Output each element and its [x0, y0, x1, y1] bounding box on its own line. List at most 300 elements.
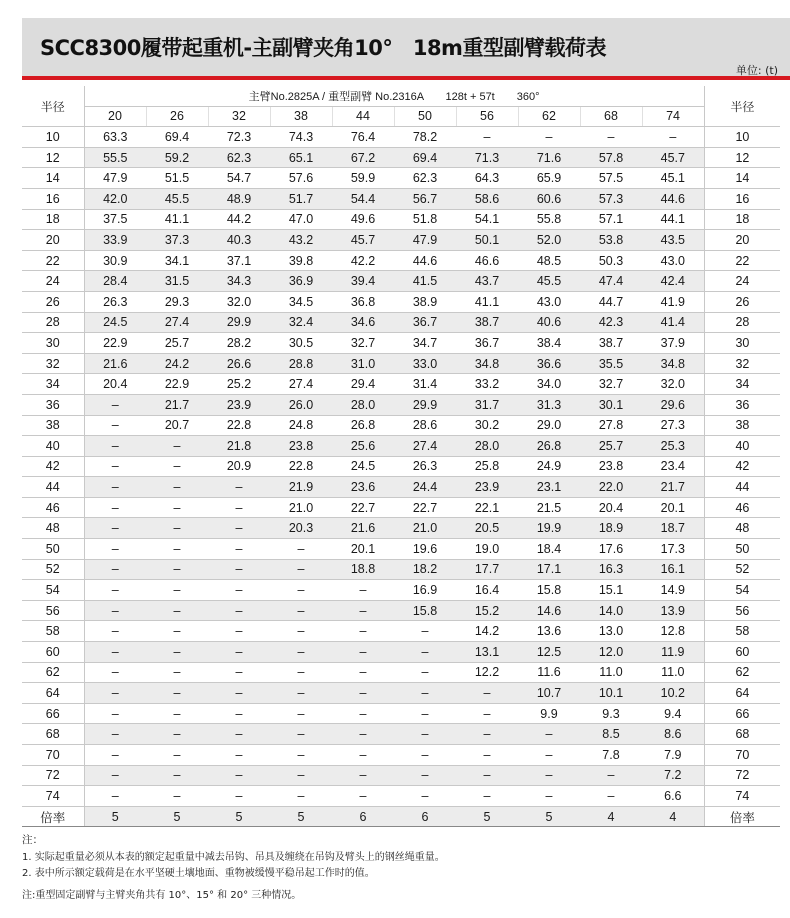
table-row: [22, 312, 780, 333]
load-cell: 21.0: [394, 518, 456, 539]
load-cell: 10.2: [642, 683, 704, 704]
load-cell: –: [456, 745, 518, 766]
load-cell: –: [394, 642, 456, 663]
notes-section: [22, 832, 782, 904]
notes-footer: 注:重型固定副臂与主臂夹角共有 10°、15° 和 20° 三种情况。: [22, 890, 302, 901]
load-cell: 36.7: [394, 312, 456, 333]
boom-length-header: 62: [518, 106, 580, 127]
load-cell: 24.2: [146, 353, 208, 374]
rate-cell: 5: [84, 806, 146, 827]
load-cell: 28.0: [456, 436, 518, 457]
load-cell: 26.6: [208, 353, 270, 374]
load-cell: –: [332, 703, 394, 724]
load-cell: 21.7: [146, 394, 208, 415]
load-cell: 24.9: [518, 456, 580, 477]
boom-length-header: 56: [456, 106, 518, 127]
load-cell: 27.4: [270, 374, 332, 395]
load-cell: 78.2: [394, 127, 456, 148]
load-cell: –: [518, 786, 580, 807]
load-cell: 18.9: [580, 518, 642, 539]
load-cell: 20.5: [456, 518, 518, 539]
load-cell: 25.2: [208, 374, 270, 395]
radius-cell-left: 36: [22, 394, 84, 415]
boom-length-header: 68: [580, 106, 642, 127]
load-cell: 29.0: [518, 415, 580, 436]
load-cell: 23.4: [642, 456, 704, 477]
load-cell: 24.8: [270, 415, 332, 436]
load-cell: 30.9: [84, 250, 146, 271]
table-row: [22, 436, 780, 457]
load-cell: –: [208, 765, 270, 786]
load-cell: 67.2: [332, 147, 394, 168]
load-cell: 45.1: [642, 168, 704, 189]
load-cell: –: [518, 765, 580, 786]
load-cell: 20.1: [642, 497, 704, 518]
load-cell: 37.3: [146, 230, 208, 251]
load-cell: 15.2: [456, 600, 518, 621]
load-cell: –: [270, 765, 332, 786]
radius-cell-right: 30: [704, 333, 780, 354]
load-cell: –: [270, 621, 332, 642]
load-cell: –: [270, 724, 332, 745]
table-row: [22, 291, 780, 312]
radius-cell-right: 46: [704, 497, 780, 518]
load-cell: 43.2: [270, 230, 332, 251]
load-cell: 17.3: [642, 539, 704, 560]
load-cell: 57.6: [270, 168, 332, 189]
radius-cell-right: 48: [704, 518, 780, 539]
radius-cell-right: 50: [704, 539, 780, 560]
load-cell: 48.9: [208, 188, 270, 209]
load-cell: –: [84, 497, 146, 518]
load-cell: 29.4: [332, 374, 394, 395]
load-cell: 62.3: [394, 168, 456, 189]
page-title: SCC8300履带起重机-主副臂夹角10° 18m重型副臂载荷表: [40, 36, 606, 60]
unit-label: 单位: (t): [735, 64, 778, 77]
load-cell: 55.5: [84, 147, 146, 168]
load-cell: 40.3: [208, 230, 270, 251]
note-item: 2. 表中所示额定载荷是在水平坚硬土壤地面、重物被缓慢平稳吊起工作时的值。: [22, 868, 375, 879]
radius-cell-left: 38: [22, 415, 84, 436]
load-cell: 22.8: [270, 456, 332, 477]
load-cell: 45.5: [518, 271, 580, 292]
load-cell: 25.7: [146, 333, 208, 354]
load-cell: 26.8: [332, 415, 394, 436]
radius-cell-left: 46: [22, 497, 84, 518]
radius-cell-right: 72: [704, 765, 780, 786]
load-cell: 21.9: [270, 477, 332, 498]
load-cell: 14.0: [580, 600, 642, 621]
rate-cell: 5: [208, 806, 270, 827]
load-cell: 23.1: [518, 477, 580, 498]
load-cell: 22.7: [394, 497, 456, 518]
load-cell: 33.0: [394, 353, 456, 374]
table-row: [22, 786, 780, 807]
load-cell: 47.9: [394, 230, 456, 251]
load-cell: 26.3: [84, 291, 146, 312]
load-cell: 17.1: [518, 559, 580, 580]
rate-cell: 4: [580, 806, 642, 827]
load-cell: 41.9: [642, 291, 704, 312]
radius-cell-left: 20: [22, 230, 84, 251]
load-cell: 45.7: [332, 230, 394, 251]
load-cell: 69.4: [146, 127, 208, 148]
radius-cell-left: 70: [22, 745, 84, 766]
load-cell: –: [270, 559, 332, 580]
load-cell: 14.9: [642, 580, 704, 601]
load-cell: 28.0: [332, 394, 394, 415]
load-cell: 54.1: [456, 209, 518, 230]
load-cell: 47.9: [84, 168, 146, 189]
load-cell: 51.5: [146, 168, 208, 189]
load-cell: 41.1: [456, 291, 518, 312]
table-row: [22, 621, 780, 642]
load-cell: 13.6: [518, 621, 580, 642]
load-cell: –: [146, 456, 208, 477]
load-cell: 10.7: [518, 683, 580, 704]
load-cell: 42.0: [84, 188, 146, 209]
load-cell: 25.6: [332, 436, 394, 457]
load-cell: –: [270, 642, 332, 663]
load-cell: 36.6: [518, 353, 580, 374]
table-row: [22, 539, 780, 560]
boom-length-header: 44: [332, 106, 394, 127]
radius-cell-left: 54: [22, 580, 84, 601]
load-cell: 21.7: [642, 477, 704, 498]
radius-cell-right: 62: [704, 662, 780, 683]
load-cell: 43.5: [642, 230, 704, 251]
load-cell: –: [518, 745, 580, 766]
table-row: [22, 765, 780, 786]
load-cell: 34.0: [518, 374, 580, 395]
load-cell: 20.1: [332, 539, 394, 560]
load-cell: 28.4: [84, 271, 146, 292]
load-cell: 28.6: [394, 415, 456, 436]
load-cell: 7.9: [642, 745, 704, 766]
load-cell: –: [456, 683, 518, 704]
load-cell: –: [208, 539, 270, 560]
load-cell: 76.4: [332, 127, 394, 148]
load-cell: 19.0: [456, 539, 518, 560]
load-cell: –: [146, 497, 208, 518]
load-cell: –: [84, 765, 146, 786]
boom-length-header: 50: [394, 106, 456, 127]
load-cell: –: [208, 662, 270, 683]
radius-cell-right: 22: [704, 250, 780, 271]
load-cell: 11.6: [518, 662, 580, 683]
load-cell: 13.0: [580, 621, 642, 642]
table-row: [22, 703, 780, 724]
load-cell: 27.4: [146, 312, 208, 333]
load-cell: –: [146, 703, 208, 724]
load-cell: 37.1: [208, 250, 270, 271]
load-cell: 32.7: [580, 374, 642, 395]
load-cell: 23.8: [270, 436, 332, 457]
load-cell: 43.7: [456, 271, 518, 292]
load-cell: –: [146, 621, 208, 642]
load-cell: 30.2: [456, 415, 518, 436]
load-cell: –: [394, 703, 456, 724]
radius-cell-right: 42: [704, 456, 780, 477]
load-cell: 41.4: [642, 312, 704, 333]
load-cell: 16.4: [456, 580, 518, 601]
load-cell: 10.1: [580, 683, 642, 704]
load-cell: 22.1: [456, 497, 518, 518]
load-cell: –: [332, 642, 394, 663]
load-cell: 32.0: [642, 374, 704, 395]
table-row: [22, 271, 780, 292]
load-cell: –: [270, 600, 332, 621]
load-cell: 23.6: [332, 477, 394, 498]
radius-cell-left: 12: [22, 147, 84, 168]
config-row: [22, 86, 780, 106]
table-row: [22, 127, 780, 148]
load-cell: 23.9: [208, 394, 270, 415]
table-row: [22, 477, 780, 498]
load-cell: 29.9: [208, 312, 270, 333]
load-cell: 44.6: [394, 250, 456, 271]
radius-cell-right: 24: [704, 271, 780, 292]
load-cell: –: [394, 745, 456, 766]
load-cell: 34.8: [642, 353, 704, 374]
load-cell: –: [84, 559, 146, 580]
radius-cell-right: 32: [704, 353, 780, 374]
load-cell: 34.8: [456, 353, 518, 374]
load-cell: –: [270, 662, 332, 683]
load-cell: –: [84, 683, 146, 704]
table-row: [22, 600, 780, 621]
load-cell: –: [518, 127, 580, 148]
radius-cell-left: 26: [22, 291, 84, 312]
load-cell: 14.2: [456, 621, 518, 642]
boom-length-header: 38: [270, 106, 332, 127]
load-cell: –: [84, 662, 146, 683]
load-cell: 37.9: [642, 333, 704, 354]
load-cell: 55.8: [518, 209, 580, 230]
load-cell: 57.3: [580, 188, 642, 209]
load-cell: 44.6: [642, 188, 704, 209]
load-cell: 50.3: [580, 250, 642, 271]
load-cell: 32.4: [270, 312, 332, 333]
load-cell: 41.5: [394, 271, 456, 292]
load-cell: 51.7: [270, 188, 332, 209]
boom-length-header: 26: [146, 106, 208, 127]
boom-length-header: 20: [84, 106, 146, 127]
load-cell: –: [456, 703, 518, 724]
load-cell: –: [270, 580, 332, 601]
load-cell: 31.0: [332, 353, 394, 374]
load-cell: 44.1: [642, 209, 704, 230]
load-cell: 24.4: [394, 477, 456, 498]
load-cell: 20.3: [270, 518, 332, 539]
load-cell: –: [270, 745, 332, 766]
load-cell: –: [332, 745, 394, 766]
radius-cell-right: 44: [704, 477, 780, 498]
load-cell: 20.4: [84, 374, 146, 395]
load-cell: 7.8: [580, 745, 642, 766]
load-cell: 21.5: [518, 497, 580, 518]
table-row: [22, 333, 780, 354]
load-cell: 26.0: [270, 394, 332, 415]
load-cell: 41.1: [146, 209, 208, 230]
load-cell: 12.0: [580, 642, 642, 663]
radius-cell-left: 74: [22, 786, 84, 807]
load-cell: –: [146, 518, 208, 539]
load-cell: –: [270, 539, 332, 560]
load-cell: 62.3: [208, 147, 270, 168]
load-cell: –: [332, 600, 394, 621]
load-cell: 40.6: [518, 312, 580, 333]
load-cell: 31.5: [146, 271, 208, 292]
load-cell: 60.6: [518, 188, 580, 209]
load-cell: 43.0: [518, 291, 580, 312]
load-cell: 20.9: [208, 456, 270, 477]
load-cell: 30.5: [270, 333, 332, 354]
load-cell: 36.7: [456, 333, 518, 354]
load-cell: 18.7: [642, 518, 704, 539]
load-cell: –: [146, 642, 208, 663]
radius-cell-left: 48: [22, 518, 84, 539]
load-cell: 9.9: [518, 703, 580, 724]
load-cell: –: [580, 127, 642, 148]
load-cell: 71.6: [518, 147, 580, 168]
load-cell: –: [146, 600, 208, 621]
note-item: 1. 实际起重量必须从本表的额定起重量中减去吊钩、吊具及缠绕在吊钩及臂头上的钢丝绳重量。: [22, 852, 445, 863]
load-cell: 13.9: [642, 600, 704, 621]
load-cell: 21.6: [332, 518, 394, 539]
radius-cell-right: 64: [704, 683, 780, 704]
load-cell: –: [84, 394, 146, 415]
table-body: [22, 127, 780, 827]
load-cell: –: [332, 786, 394, 807]
load-cell: 37.5: [84, 209, 146, 230]
load-cell: 53.8: [580, 230, 642, 251]
load-cell: –: [146, 683, 208, 704]
load-cell: –: [84, 415, 146, 436]
table-row: [22, 394, 780, 415]
load-cell: 69.4: [394, 147, 456, 168]
load-cell: 22.0: [580, 477, 642, 498]
load-cell: 12.2: [456, 662, 518, 683]
radius-cell-right: 70: [704, 745, 780, 766]
load-cell: –: [456, 765, 518, 786]
table-row: [22, 518, 780, 539]
load-cell: –: [270, 703, 332, 724]
load-cell: 36.9: [270, 271, 332, 292]
load-cell: 44.7: [580, 291, 642, 312]
load-cell: 15.8: [394, 600, 456, 621]
load-cell: 14.6: [518, 600, 580, 621]
load-cell: –: [208, 621, 270, 642]
radius-cell-right: 66: [704, 703, 780, 724]
load-cell: 8.5: [580, 724, 642, 745]
load-cell: 43.0: [642, 250, 704, 271]
load-cell: 19.9: [518, 518, 580, 539]
rate-cell: 4: [642, 806, 704, 827]
load-cell: 16.1: [642, 559, 704, 580]
load-cell: 18.8: [332, 559, 394, 580]
radius-cell-right: 54: [704, 580, 780, 601]
load-chart-table: [22, 86, 780, 827]
load-cell: –: [580, 786, 642, 807]
load-cell: –: [332, 765, 394, 786]
radius-cell-left: 18: [22, 209, 84, 230]
table-row: [22, 580, 780, 601]
load-cell: 42.3: [580, 312, 642, 333]
load-cell: 29.9: [394, 394, 456, 415]
radius-cell-left: 30: [22, 333, 84, 354]
load-cell: –: [84, 580, 146, 601]
load-cell: –: [208, 642, 270, 663]
load-cell: –: [394, 621, 456, 642]
load-cell: 20.7: [146, 415, 208, 436]
radius-cell-left: 10: [22, 127, 84, 148]
load-cell: 35.5: [580, 353, 642, 374]
load-cell: 71.3: [456, 147, 518, 168]
table-row: [22, 209, 780, 230]
load-cell: –: [208, 724, 270, 745]
load-cell: 28.8: [270, 353, 332, 374]
load-cell: 24.5: [84, 312, 146, 333]
load-cell: 49.6: [332, 209, 394, 230]
load-cell: 22.7: [332, 497, 394, 518]
load-cell: 33.2: [456, 374, 518, 395]
load-cell: 45.7: [642, 147, 704, 168]
radius-cell-right: 52: [704, 559, 780, 580]
load-cell: –: [332, 724, 394, 745]
load-cell: –: [208, 703, 270, 724]
radius-cell-left: 42: [22, 456, 84, 477]
load-cell: 25.3: [642, 436, 704, 457]
load-cell: –: [208, 745, 270, 766]
load-cell: –: [208, 559, 270, 580]
rate-cell: 6: [394, 806, 456, 827]
load-cell: –: [394, 683, 456, 704]
load-cell: 31.4: [394, 374, 456, 395]
load-cell: 34.1: [146, 250, 208, 271]
table-row: [22, 642, 780, 663]
radius-cell-left: 56: [22, 600, 84, 621]
load-cell: 25.8: [456, 456, 518, 477]
load-cell: –: [208, 497, 270, 518]
rate-cell: 5: [518, 806, 580, 827]
radius-cell-right: 40: [704, 436, 780, 457]
load-cell: 6.6: [642, 786, 704, 807]
table-row: [22, 353, 780, 374]
load-cell: –: [208, 600, 270, 621]
load-cell: –: [394, 786, 456, 807]
radius-cell-left: 32: [22, 353, 84, 374]
radius-cell-right: 74: [704, 786, 780, 807]
load-cell: 21.8: [208, 436, 270, 457]
load-cell: 19.6: [394, 539, 456, 560]
load-cell: 32.7: [332, 333, 394, 354]
load-cell: –: [270, 786, 332, 807]
load-cell: –: [208, 580, 270, 601]
load-cell: –: [456, 724, 518, 745]
load-cell: 54.4: [332, 188, 394, 209]
radius-cell-right: 18: [704, 209, 780, 230]
load-cell: 72.3: [208, 127, 270, 148]
load-cell: –: [208, 477, 270, 498]
load-cell: 36.8: [332, 291, 394, 312]
load-cell: 21.0: [270, 497, 332, 518]
load-cell: 15.8: [518, 580, 580, 601]
load-cell: –: [642, 127, 704, 148]
load-cell: 50.1: [456, 230, 518, 251]
load-cell: 31.7: [456, 394, 518, 415]
load-cell: –: [146, 662, 208, 683]
